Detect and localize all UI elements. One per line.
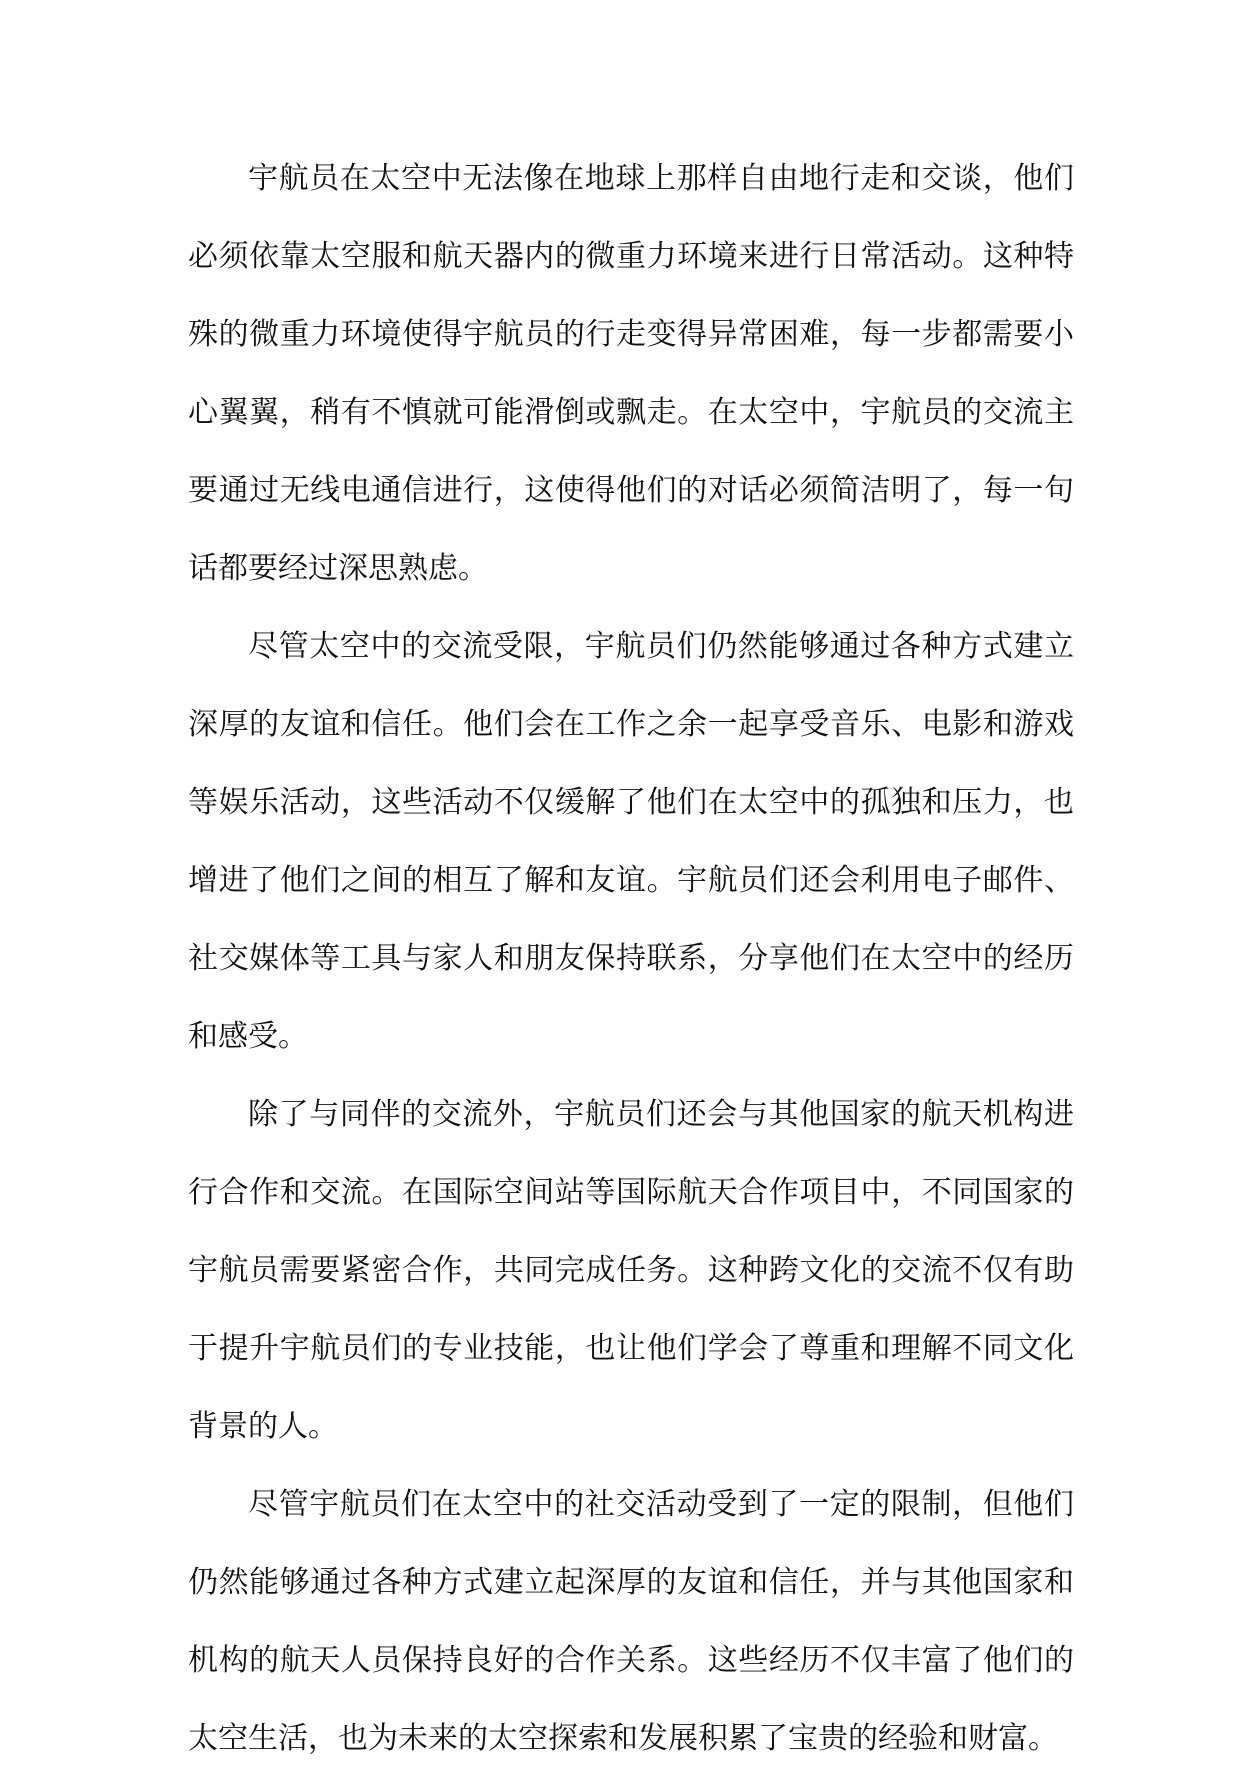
paragraph-2: 尽管太空中的交流受限，宇航员们仍然能够通过各种方式建立深厚的友谊和信任。他们会在工作之余一起享受音乐、电影和游戏等娱乐活动，这些活动不仅缓解了他们在太空中的孤独和压力，也增进了他们之间的相互了解和友谊。宇航员们还会利用电子邮件、社交媒体等工具与家人和朋友保持联系，分享他们在太空中的经历和感受。 [188,629,1074,1054]
paragraph-4: 尽管宇航员们在太空中的社交活动受到了一定的限制，但他们仍然能够通过各种方式建立起深厚的友谊和信任，并与其他国家和机构的航天人员保持良好的合作关系。这些经历不仅丰富了他们的太空生活，也为未来的太空探索和发展积累了宝贵的经验和财富。 [188,1487,1074,1756]
paragraph-1: 宇航员在太空中无法像在地球上那样自由地行走和交谈，他们必须依靠太空服和航天器内的微重力环境来进行日常活动。这种特殊的微重力环境使得宇航员的行走变得异常困难，每一步都需要小心翼翼，稍有不慎就可能滑倒或飘走。在太空中，宇航员的交流主要通过无线电通信进行，这使得他们的对话必须简洁明了，每一句话都要经过深思熟虑。 [188,161,1074,586]
paragraph-3: 除了与同伴的交流外，宇航员们还会与其他国家的航天机构进行合作和交流。在国际空间站等国际航天合作项目中，不同国家的宇航员需要紧密合作，共同完成任务。这种跨文化的交流不仅有助于提升宇航员们的专业技能，也让他们学会了尊重和理解不同文化背景的人。 [188,1097,1074,1444]
document-page [188,140,1074,1778]
